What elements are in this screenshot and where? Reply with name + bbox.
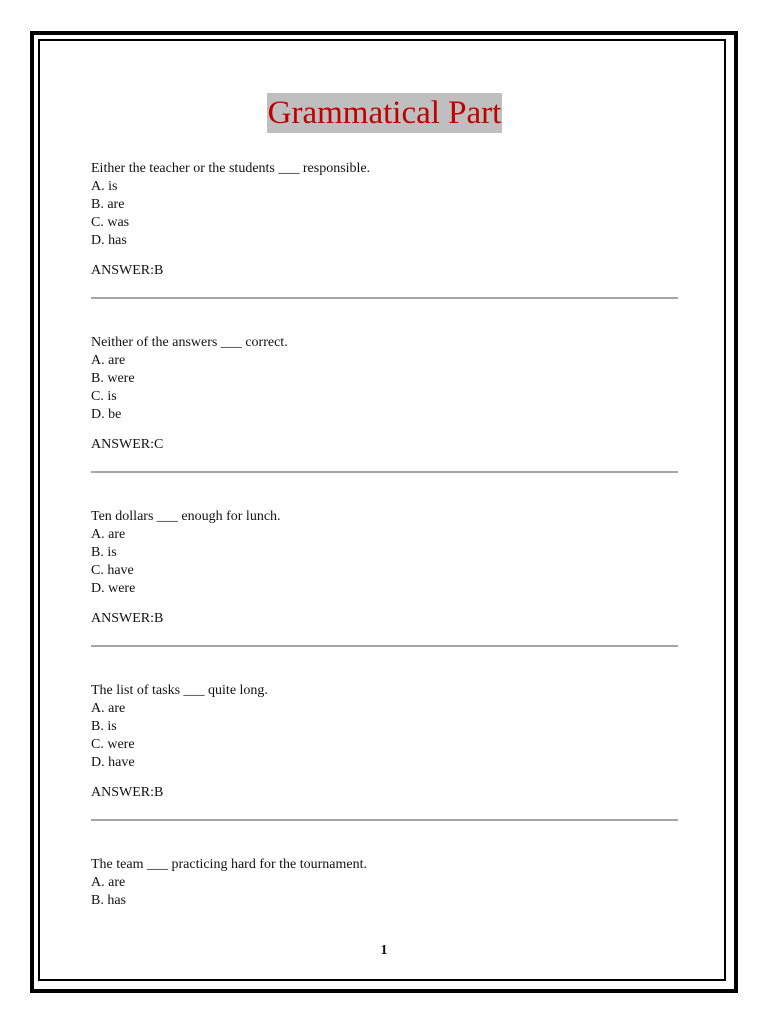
option-a: A. are bbox=[91, 527, 126, 542]
option-c: C. is bbox=[91, 389, 117, 404]
question-block bbox=[91, 508, 678, 647]
question-text: Ten dollars ___ enough for lunch. bbox=[91, 509, 281, 524]
divider bbox=[91, 471, 678, 473]
divider bbox=[91, 297, 678, 299]
question-block bbox=[91, 334, 678, 473]
option-b: B. are bbox=[91, 197, 125, 212]
question-text: Neither of the answers ___ correct. bbox=[91, 335, 288, 350]
option-d: D. be bbox=[91, 407, 122, 422]
answer-key: ANSWER:B bbox=[91, 263, 164, 278]
document-content bbox=[91, 91, 678, 910]
title-block bbox=[91, 91, 678, 135]
answer-key: ANSWER:B bbox=[91, 611, 164, 626]
page-number: 1 bbox=[380, 943, 388, 958]
option-b: B. is bbox=[91, 545, 117, 560]
option-c: C. were bbox=[91, 737, 135, 752]
answer-key: ANSWER:C bbox=[91, 437, 164, 452]
option-c: C. was bbox=[91, 215, 130, 230]
divider bbox=[91, 819, 678, 821]
question-text: Either the teacher or the students ___ responsible. bbox=[91, 161, 371, 176]
option-a: A. are bbox=[91, 701, 126, 716]
option-b: B. has bbox=[91, 893, 126, 908]
divider bbox=[91, 645, 678, 647]
question-block bbox=[91, 856, 678, 910]
option-a: A. are bbox=[91, 875, 126, 890]
option-d: D. have bbox=[91, 755, 135, 770]
option-c: C. have bbox=[91, 563, 134, 578]
question-text: The team ___ practicing hard for the tournament. bbox=[91, 857, 368, 872]
answer-key: ANSWER:B bbox=[91, 785, 164, 800]
question-block bbox=[91, 682, 678, 821]
option-a: A. are bbox=[91, 353, 126, 368]
question-text: The list of tasks ___ quite long. bbox=[91, 683, 268, 698]
page-title: Grammatical Part bbox=[267, 95, 502, 131]
option-b: B. is bbox=[91, 719, 117, 734]
option-d: D. has bbox=[91, 233, 127, 248]
question-block bbox=[91, 160, 678, 299]
option-a: A. is bbox=[91, 179, 118, 194]
option-b: B. were bbox=[91, 371, 135, 386]
option-d: D. were bbox=[91, 581, 136, 596]
